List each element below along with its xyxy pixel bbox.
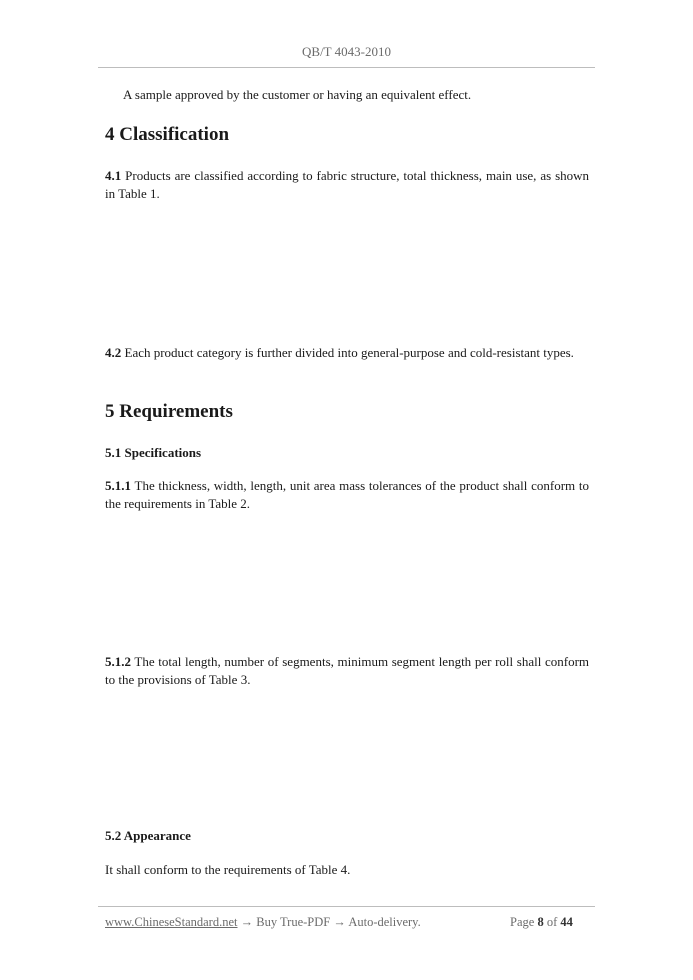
paragraph-5-1-2-text: The total length, number of segments, minimum segment length per roll shall conform to the provisions of Table 3. — [105, 654, 590, 687]
paragraph-5-1-1 — [105, 477, 589, 513]
arrow-icon: → — [333, 915, 346, 929]
section-5-2-heading: 5.2 Appearance — [105, 828, 191, 843]
page-word: Page — [510, 915, 535, 929]
intro-paragraph: A sample approved by the customer or having an equivalent effect. — [123, 87, 472, 102]
section-5-heading: 5 Requirements — [105, 401, 233, 422]
paragraph-5-1-2-number: 5.1.2 — [105, 654, 131, 669]
paragraph-4-2 — [105, 344, 589, 362]
paragraph-4-1-text: Products are classified according to fabric structure, total thickness, main use, as shown in Table 1. — [105, 168, 590, 201]
total-pages: 44 — [560, 915, 573, 929]
footer-divider — [98, 906, 595, 907]
paragraph-5-2: It shall conform to the requirements of Table 4. — [105, 862, 351, 877]
header-doc-code: QB/T 4043-2010 — [302, 44, 391, 59]
paragraph-4-1 — [105, 167, 589, 203]
page-indicator — [510, 915, 573, 930]
paragraph-5-1-2 — [105, 653, 589, 689]
section-5-1-heading: 5.1 Specifications — [105, 445, 202, 460]
paragraph-4-2-text: Each product category is further divided into general-purpose and cold-resistant types. — [124, 345, 574, 360]
paragraph-5-1-1-text: The thickness, width, length, unit area mass tolerances of the product shall conform to the requirements in Table 2. — [105, 478, 590, 511]
paragraph-5-1-1-number: 5.1.1 — [105, 478, 131, 493]
paragraph-4-1-number: 4.1 — [105, 168, 122, 183]
arrow-icon: → — [240, 915, 254, 929]
section-4-heading: 4 Classification — [105, 124, 230, 145]
auto-delivery-text: Auto-delivery. — [348, 915, 421, 929]
of-word: of — [546, 915, 558, 929]
site-link[interactable]: www.ChineseStandard.net — [105, 915, 238, 929]
header-divider — [98, 67, 595, 68]
footer-links — [105, 915, 421, 930]
paragraph-4-2-number: 4.2 — [105, 345, 122, 360]
page-number: 8 — [537, 915, 544, 929]
buy-true-pdf-text: Buy True-PDF — [256, 915, 331, 929]
